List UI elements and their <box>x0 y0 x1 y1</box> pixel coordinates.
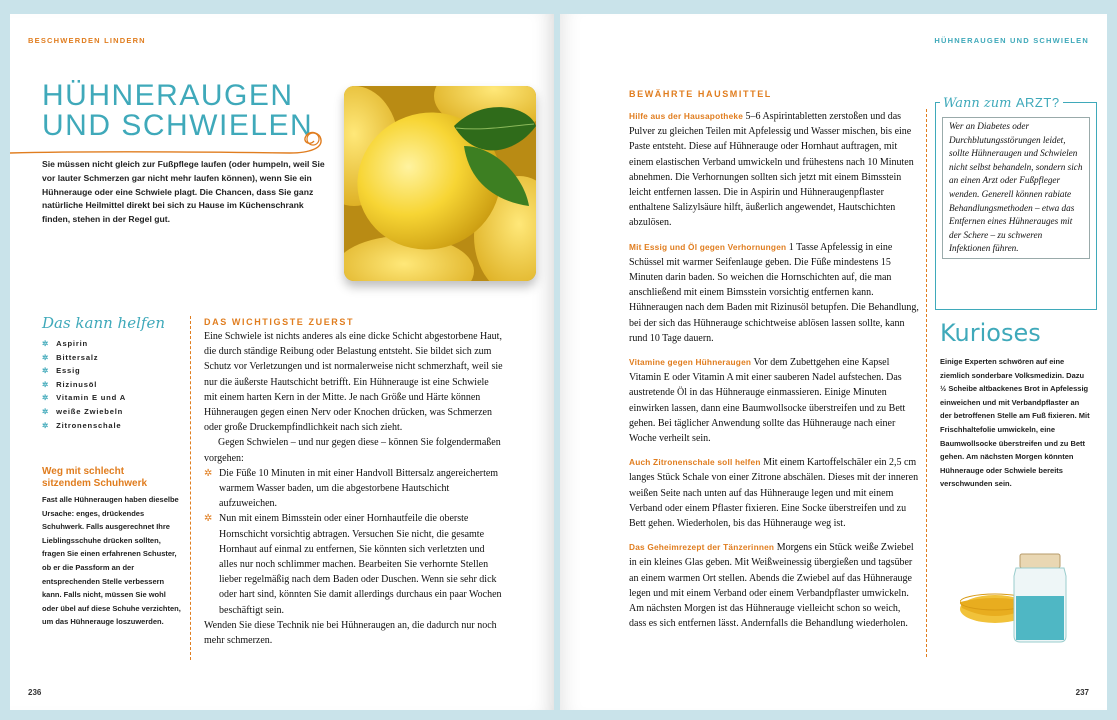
dashed-divider <box>926 109 927 657</box>
star-bullet-icon: ✲ <box>42 406 50 416</box>
left-page <box>10 14 554 710</box>
page-number-right: 237 <box>1075 688 1089 697</box>
list-item: ✲ Zitronenschale <box>42 420 122 430</box>
remedy-paragraph: Vitamine gegen Hühneraugen Vor dem Zubettgehen eine Kapsel Vitamin E oder Vitamin A mit einer sauberen Nadel aufstechen. Das austretende Öl in das Hühnerauge einmassieren. Einige Minuten einwirken lassen, dann eine Baumwollsocke überstreifen und zu Bett gehen. Bei täglicher Anwendung sollte das Hühnerauge nach einer Woche verheilt sein. <box>629 357 906 445</box>
list-item: ✲ weiße Zwiebeln <box>42 406 124 416</box>
bullet-item: ✲ Die Füße 10 Minuten in mit einer Handvoll Bittersalz angereichertem warmem Wasser baden, um die abgestorbene Hautschicht aufzuweichen. <box>204 467 499 510</box>
section-heading: BEWÄHRTE HAUSMITTEL <box>629 89 772 99</box>
running-head-right: HÜHNERAUGEN UND SCHWIELEN <box>934 36 1089 45</box>
vinegar-jar-icon <box>960 544 1095 644</box>
running-head-left: BESCHWERDEN LINDERN <box>28 36 146 45</box>
lemon-photo <box>344 86 536 281</box>
swirl-line-icon <box>10 122 340 162</box>
helpers-heading: Das kann helfen <box>42 314 165 332</box>
list-item: ✲ Essig <box>42 366 81 376</box>
star-bullet-icon: ✲ <box>204 513 213 525</box>
bullet-item: ✲ Nun mit einem Bimsstein oder einer Hornhautfeile die oberste Hornschicht vorsichtig abtragen. Versuchen Sie nicht, die gesamte Hornhaut auf einmal zu entfernen, Sie könnten sich verletzten und alles nur noch schlimmer machen. Bearbeiten Sie verhornte Stellen lieber regelmäßig nach dem Baden oder Duschen. Wenn sie sehr dick oder hart sind, könnten Sie damit allerdings durchaus ein paar Wochen beschäftigt sein. <box>204 513 502 616</box>
doctor-box-text: Wer an Diabetes oder Durchblutungsstörungen leidet, sollte Hühneraugen und Schwielen nicht selbst behandeln, sondern sich an einen Arzt oder Fußpfleger wenden. Generell können rabiate Behandlungsmethoden – etwa das Entfernen eines Hühnerauges mit der Schere – zu schweren Infektionen führen. <box>942 117 1090 259</box>
main-body <box>204 329 504 648</box>
helpers-list <box>42 337 126 432</box>
list-item: ✲ Rizinusöl <box>42 379 98 389</box>
page-title-line1: HÜHNERAUGEN <box>42 79 294 112</box>
list-item: ✲ Bittersalz <box>42 352 99 362</box>
page-number-left: 236 <box>28 688 42 697</box>
star-bullet-icon: ✲ <box>204 467 213 479</box>
remedy-paragraph: Hilfe aus der Hausapotheke 5–6 Aspirintabletten zerstoßen und das Pulver zu gleichen Teilen mit Apfelessig und Wasser mischen, bis eine Paste entsteht. Diese auf Hühnerauge oder Hornhaut auftragen, mit einem elastischen Verband umwickeln und frühestens nach 10 Minuten abnehmen. Die Verhornungen sollten sich jetzt mit einem Bimsstein leicht entfernen lassen. Die in Aspirin und Hühneraugenpflaster enthaltene Salizylsäure hilft, äußerlich angewendet, Hautschichten abzulösen. <box>629 111 914 229</box>
remedy-paragraph: Das Geheimrezept der Tänzerinnen Morgens ein Stück weiße Zwiebel in ein kleines Glas geben. Mit Weißweinessig übergießen und tagsüber an einem warmen Ort stellen. Abends die Zwiebel auf das Hühnerauge legen und mit einem Verband oder einem Verbandpflaster umwickeln. Am nächsten Morgen ist das Hühnerauge vielleicht schon so weich, dass es sich entfernen lässt. Andernfalls die Behandlung wiederholen. <box>629 542 914 630</box>
shoe-text: Fast alle Hühneraugen haben dieselbe Ursache: enges, drückendes Schuhwerk. Falls ausgerechnet Ihre Lieblingsschuhe drücken sollten, fragen Sie einen erfahrenen Schuster, ob er die Passform an der entsprechenden Stelle verbessern kann. Falls nicht, müssen Sie wohl oder übel auf diese Schuhe verzichten, um das Hühnerauge loszuwerden. <box>42 495 181 627</box>
doctor-heading: Wann zum ARZT? <box>940 94 1063 112</box>
paragraph: Eine Schwiele ist nichts anderes als eine dicke Schicht abgestorbene Haut, die durch ständige Reibung oder Belastung entsteht. Sie bildet sich zum Schutz vor Verletzungen und ist normalerweise nicht schmerzhaft, weil sie nur die äußerste Hautschicht betrifft. Ein Hühnerauge ist eine Schwiele mit einem harten Kern in der Mitte. Je nach Größe und Härte können Hühneraugen gegen einen Nerv oder Knochen drücken, was Schmerzen oder große Druckempfindlichkeit nach sich zieht. <box>204 331 503 434</box>
paragraph: Wenden Sie diese Technik nie bei Hühneraugen an, die dadurch nur noch mehr schmerzen. <box>204 619 497 647</box>
star-bullet-icon: ✲ <box>42 393 50 403</box>
curiosities-heading: Kurioses <box>940 319 1041 347</box>
lemon-image-icon <box>344 86 536 281</box>
intro-text: Sie müssen nicht gleich zur Fußpflege laufen (oder humpeln, weil Sie vor lauter Schmerzen gar nicht mehr laufen können), wenn Sie ein Hühnerauge oder eine Schwiele plagt. Die Chancen, dass Sie ganz natürliche Heilmittel direkt bei sich zu Hause im Küchenschrank finden, stehen in der Regel gut. <box>42 159 325 225</box>
remedy-paragraph: Mit Essig und Öl gegen Verhornungen 1 Tasse Apfelessig in eine Schüssel mit warmer Seifenlauge geben. Die Füße mindestens 15 Minuten darin baden. So weichen die Hornschichten auf, die man anschließend mit einem Bimsstein vorsichtig entfernen kann. Hühneraugen nach dem Baden mit Rizinusöl betupfen. Die Behandlung, bei der sich das Hühnerauge schichtweise ablösen lassen sollte, kann rund 10 Tage dauern. <box>629 241 919 344</box>
right-page <box>560 14 1107 710</box>
shoe-heading-line2: sitzendem Schuhwerk <box>42 478 148 489</box>
paragraph: Gegen Schwielen – und nur gegen diese – können Sie folgendermaßen vorgehen: <box>204 437 501 464</box>
dashed-divider <box>190 316 191 660</box>
star-bullet-icon: ✲ <box>42 379 50 389</box>
star-bullet-icon: ✲ <box>42 352 50 362</box>
shoe-heading-line1: Weg mit schlecht <box>42 466 125 477</box>
star-bullet-icon: ✲ <box>42 366 50 376</box>
list-item: ✲ Aspirin <box>42 339 88 348</box>
remedies-body <box>629 109 919 632</box>
section-heading: DAS WICHTIGSTE ZUERST <box>204 317 355 327</box>
page-title-line2: UND SCHWIELEN <box>42 109 314 142</box>
doctor-box <box>935 102 1097 310</box>
remedy-paragraph: Auch Zitronenschale soll helfen Mit einem Kartoffelschäler ein 2,5 cm langes Stück Schale von einer Zitrone abschälen. Dieses mit der inneren weißen Seite nach unten auf das Hühnerauge legen und mit einem Verband oder einem Pflaster fixieren. Eine Socke überstreifen und zu Bett gehen. Wiederholen, bis das Hühnerauge weg ist. <box>629 457 919 530</box>
curiosities-text: Einige Experten schwören auf eine ziemlich sonderbare Volksmedizin. Dazu ½ Scheibe altbackenes Brot in Apfelessig einweichen und mit Verbandpflaster an der betroffenen Stelle am Fuß fixieren. Mit Frischhaltefolie umwickeln, eine Baumwollsocke überstreifen und zu Bett gehen. Am nächsten Morgen könnten Hühnerauge oder Schwiele bereits verschwunden sein. <box>940 357 1090 489</box>
list-item: ✲ Vitamin E und A <box>42 393 126 403</box>
star-bullet-icon: ✲ <box>42 339 50 348</box>
star-bullet-icon: ✲ <box>42 420 50 430</box>
